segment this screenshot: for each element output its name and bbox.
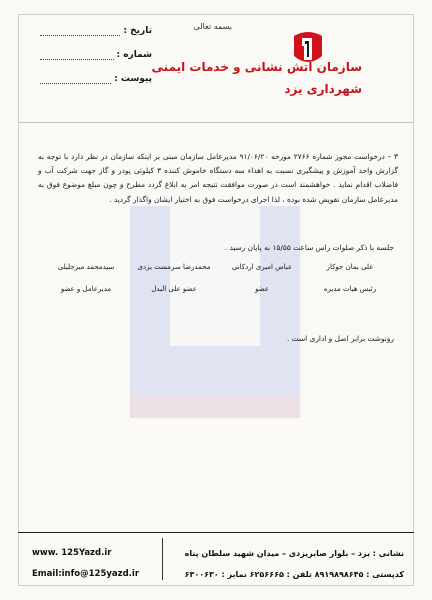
email-link[interactable]: Email:info@125yazd.ir bbox=[32, 569, 140, 579]
number-line bbox=[40, 51, 114, 60]
date-label: تاریخ : bbox=[123, 26, 152, 36]
bismillah: بسمه تعالی bbox=[193, 22, 232, 31]
signatory-name: عباس امیری اردکانی bbox=[231, 263, 293, 271]
signatory-role: عضو bbox=[255, 285, 269, 293]
signatory-name: علی بمان جوکار bbox=[326, 263, 374, 271]
signatory-role: عضو علی البدل bbox=[151, 285, 197, 293]
signatory-name: محمدرضا سرمست یزدی bbox=[137, 263, 211, 271]
footer-divider bbox=[162, 538, 163, 580]
footer bbox=[18, 532, 414, 585]
footer-address-block bbox=[185, 543, 404, 585]
address-line: نشانی : یزد – بلوار صابریزدی – میدان شهید سلطان پناه bbox=[184, 549, 404, 558]
date-field bbox=[40, 26, 152, 36]
attachment-line bbox=[40, 75, 111, 84]
website-link[interactable]: www. 125Yazd.ir bbox=[32, 548, 112, 558]
org-subtitle: شهرداری یزد bbox=[284, 82, 362, 96]
signatory-role: رئیس هیات مدیره bbox=[323, 285, 377, 293]
footer-contact-web bbox=[32, 543, 139, 585]
date-line bbox=[40, 27, 120, 36]
watermark-emblem-icon bbox=[110, 196, 320, 426]
number-label: شماره : bbox=[116, 50, 152, 60]
signatories bbox=[42, 263, 394, 293]
copy-note: رونوشت برابر اصل و اداری است . bbox=[287, 334, 394, 343]
attachment-label: پیوست : bbox=[114, 74, 152, 84]
signatory-name: سیدمحمد میرجلیلی bbox=[57, 263, 115, 271]
org-name: سازمان آتش نشانی و خدمات ایمنی bbox=[151, 60, 362, 74]
header-divider bbox=[18, 122, 414, 123]
body-paragraph: ۳ – درخواست مجوز شماره ۲۷۶۶ مورخه ۹۱/۰۶/۲۰ مدیرعامل سازمان مبنی بر اینکه سازمان در نظر دارد با توجه به گزارش واحد آموزش و پیشگیری نسبت به اهداء سه دستگاه خاموش کننده ۳ کیلوئی پودر و گاز جهت شرکت آب و فاضلاب اقدام نماید . خواهشمند است در صورت موافقت نتیجه امر به ابلاغ گردد مطرح و چون مبلغ موضوع فوق به مدیرعامل سازمان تفویض شده بوده ، لذا اجرای درخواست فوق به اختیار ایشان واگذار گردید . bbox=[38, 152, 399, 204]
postal-phone-line: کدپستی : ۸۹۱۹۸۹۸۶۴۵ تلفن : ۶۲۵۶۶۶۵ نمابر : ۶۳۰۰۶۳۰ bbox=[184, 570, 404, 579]
attachment-field bbox=[40, 74, 152, 84]
closing-line: جلسه با ذکر صلوات راس ساعت ۱۵/۵۵ به پایان رسید . bbox=[224, 243, 394, 252]
number-field bbox=[40, 50, 152, 60]
signatory-role: مدیرعامل و عضو bbox=[60, 285, 112, 293]
